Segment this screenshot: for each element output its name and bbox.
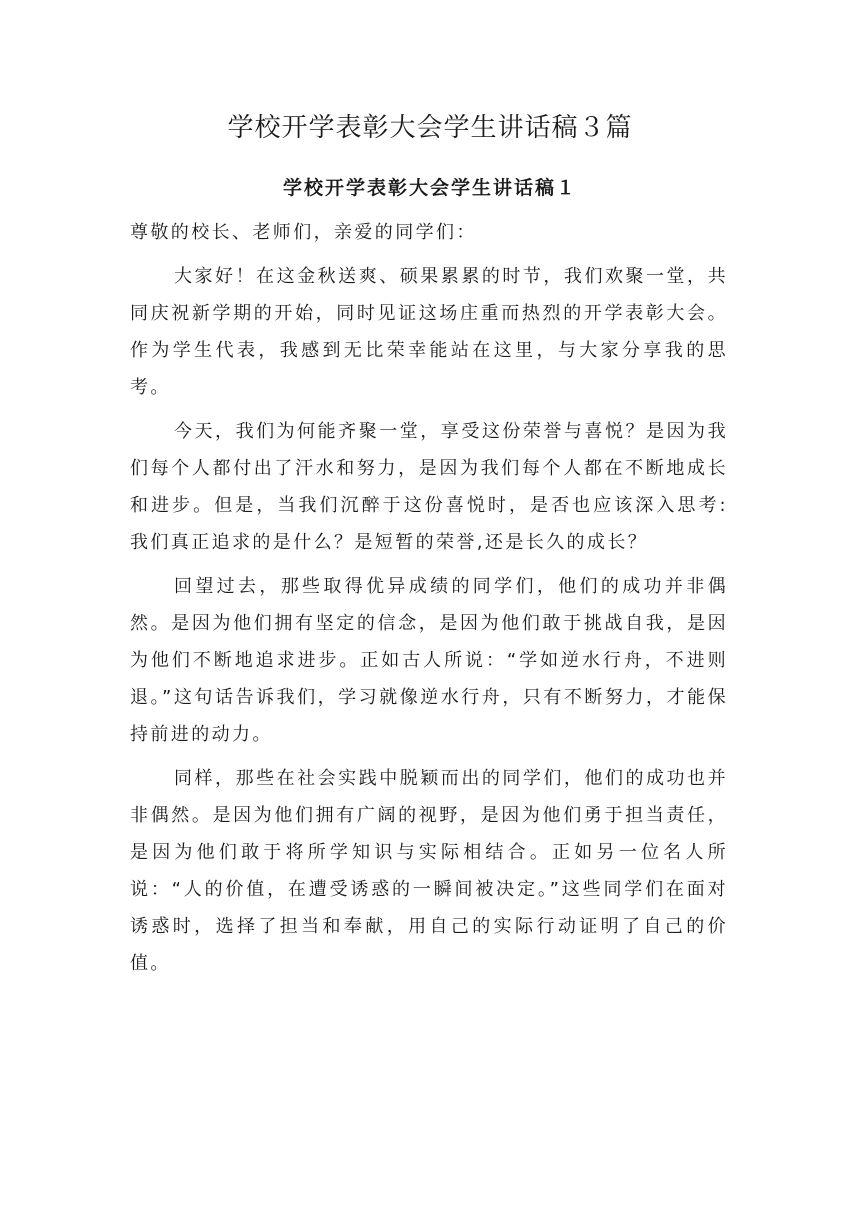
section-title: 学校开学表彰大会学生讲话稿１	[282, 177, 577, 199]
document-title: 学校开学表彰大会学生讲话稿３篇	[227, 113, 633, 143]
document-body	[130, 214, 728, 982]
paragraph-2: 今天，我们为何能齐聚一堂，享受这份荣誉与喜悦？是因为我们每个人都付出了汗水和努力，是因为我们每个人都在不断地成长和进步。但是，当我们沉醉于这份喜悦时，是否也应该深入思考:我们真正追求的是什么？是短暂的荣誉,还是长久的成长？	[130, 421, 728, 553]
salutation: 尊敬的校长、老师们，亲爱的同学们：	[130, 222, 477, 243]
paragraph-3: 回望过去，那些取得优异成绩的同学们，他们的成功并非偶然。是因为他们拥有坚定的信念，是因为他们敢于挑战自我，是因为他们不断地追求进步。正如古人所说：“学如逆水行舟，不进则退。”这句话告诉我们，学习就像逆水行舟，只有不断努力，才能保持前进的动力。	[130, 576, 728, 745]
paragraph-4: 同样，那些在社会实践中脱颖而出的同学们，他们的成功也并非偶然。是因为他们拥有广阔的视野，是因为他们勇于担当责任，是因为他们敢于将所学知识与实际相结合。正如另一位名人所说：“人的价值，在遭受诱惑的一瞬间被决定。”这些同学们在面对诱惑时，选择了担当和奉献，用自己的实际行动证明了自己的价值。	[130, 768, 728, 974]
paragraph-1: 大家好！在这金秋送爽、硕果累累的时节，我们欢聚一堂，共同庆祝新学期的开始，同时见证这场庄重而热烈的开学表彰大会。作为学生代表，我感到无比荣幸能站在这里，与大家分享我的思考。	[130, 266, 728, 398]
